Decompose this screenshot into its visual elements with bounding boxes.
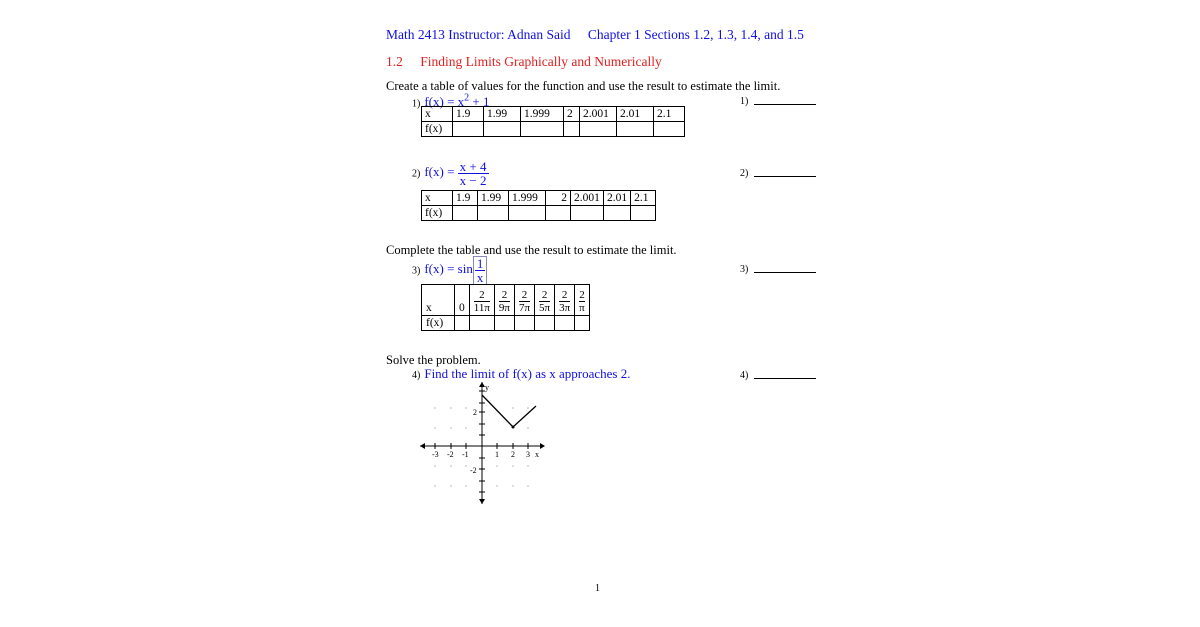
table-cell: f(x) xyxy=(422,206,453,221)
y-tick-label: -2 xyxy=(470,466,477,475)
x-tick-label: -2 xyxy=(447,450,454,459)
table-row xyxy=(422,285,590,316)
table-cell[interactable] xyxy=(494,316,514,331)
header xyxy=(386,27,804,43)
table-cell[interactable] xyxy=(604,206,631,221)
question-2-number: 2) xyxy=(412,168,421,180)
table-row xyxy=(422,107,685,122)
table-cell: 2 xyxy=(546,191,571,206)
limit-graph xyxy=(415,378,555,508)
table-cell: $\frac{2}{\pi}$ xyxy=(575,285,590,316)
section-number: 1.2 xyxy=(386,54,403,69)
table-cell[interactable] xyxy=(555,316,575,331)
table-cell[interactable] xyxy=(453,206,478,221)
table-cell: f(x) xyxy=(422,122,453,137)
value-table-2 xyxy=(421,190,656,221)
x-tick-label: 1 xyxy=(495,450,499,459)
table-cell: $\frac{2}{7\pi}$ xyxy=(514,285,534,316)
course-info: Math 2413 Instructor: Adnan Said xyxy=(386,27,571,42)
table-cell[interactable] xyxy=(575,316,590,331)
answer-blank[interactable] xyxy=(754,272,816,273)
question-4-number: 4) xyxy=(412,370,421,381)
vertex-point xyxy=(512,426,515,429)
table-cell: 1.999 xyxy=(509,191,546,206)
table-cell[interactable] xyxy=(478,206,509,221)
question-1-function: $f(x) = x^2 + 1$ xyxy=(424,93,490,110)
table-cell[interactable] xyxy=(571,206,604,221)
table-cell: 2.001 xyxy=(580,107,617,122)
instruction-solve: Solve the problem. xyxy=(386,353,481,367)
y-axis-arrow-bottom xyxy=(479,499,485,504)
table-cell[interactable] xyxy=(654,122,685,137)
table-cell[interactable] xyxy=(580,122,617,137)
function-curve xyxy=(482,395,536,427)
x-tick-label: -1 xyxy=(462,450,469,459)
table-cell[interactable] xyxy=(546,206,571,221)
table-cell: 1.9 xyxy=(453,191,478,206)
section-title: Finding Limits Graphically and Numerically xyxy=(420,54,662,69)
table-cell: x xyxy=(422,285,455,316)
table-cell[interactable] xyxy=(509,206,546,221)
table-cell: x xyxy=(422,191,453,206)
table-cell[interactable] xyxy=(521,122,564,137)
chapter-info: Chapter 1 Sections 1.2, 1.3, 1.4, and 1.5 xyxy=(587,27,804,42)
table-cell[interactable] xyxy=(484,122,521,137)
table-cell: x xyxy=(422,107,453,122)
table-cell: $\frac{2}{3\pi}$ xyxy=(555,285,575,316)
table-cell[interactable] xyxy=(453,122,484,137)
table-cell[interactable] xyxy=(514,316,534,331)
table-row xyxy=(422,122,685,137)
x-tick-label: 2 xyxy=(511,450,515,459)
answer-blank[interactable] xyxy=(754,176,816,177)
x-axis-label: x xyxy=(535,450,539,459)
answer-2[interactable]: 2) xyxy=(740,168,816,179)
table-row xyxy=(422,206,656,221)
question-2 xyxy=(412,160,489,187)
table-cell: $\frac{2}{9\pi}$ xyxy=(494,285,514,316)
answer-1[interactable]: 1) xyxy=(740,96,816,107)
table-cell[interactable] xyxy=(455,316,470,331)
answer-3[interactable]: 3) xyxy=(740,264,816,275)
x-axis-arrow xyxy=(540,443,545,449)
page-number: 1 xyxy=(595,583,600,594)
x-axis-arrow-left xyxy=(420,443,425,449)
instruction-table: Create a table of values for the function and use the result to estimate the limit. xyxy=(386,79,781,93)
question-1-number: 1) xyxy=(412,98,421,110)
question-4-text: Find the limit of f(x) as x approaches 2. xyxy=(424,366,631,381)
table-cell: 2.01 xyxy=(617,107,654,122)
table-row xyxy=(422,316,590,331)
table-cell: $\frac{2}{11\pi}$ xyxy=(469,285,494,316)
value-table-1 xyxy=(421,106,685,137)
table-cell[interactable] xyxy=(469,316,494,331)
x-tick-label: 3 xyxy=(526,450,530,459)
table-cell: 2.01 xyxy=(604,191,631,206)
answer-blank[interactable] xyxy=(754,378,816,379)
table-cell: 1.9 xyxy=(453,107,484,122)
table-cell: 1.999 xyxy=(521,107,564,122)
table-cell: 1.99 xyxy=(478,191,509,206)
table-cell[interactable] xyxy=(617,122,654,137)
table-cell: 1.99 xyxy=(484,107,521,122)
answer-blank[interactable] xyxy=(754,104,816,105)
section-heading xyxy=(386,54,662,70)
table-cell: 0 xyxy=(455,285,470,316)
table-cell: 2 xyxy=(564,107,580,122)
table-cell[interactable] xyxy=(564,122,580,137)
y-tick-label: 2 xyxy=(473,408,477,417)
table-cell: $\frac{2}{5\pi}$ xyxy=(535,285,555,316)
answer-4[interactable]: 4) xyxy=(740,370,816,381)
value-table-3 xyxy=(421,284,590,331)
question-3 xyxy=(412,256,487,285)
table-cell[interactable] xyxy=(535,316,555,331)
table-cell: f(x) xyxy=(422,316,455,331)
table-cell: 2.1 xyxy=(654,107,685,122)
instruction-complete: Complete the table and use the result to estimate the limit. xyxy=(386,243,677,257)
question-2-function: f(x) = $\frac{x + 4}{x - 2}$ xyxy=(424,159,487,188)
question-3-function: f(x) = sin $\frac{1}{x}$ xyxy=(424,261,487,276)
question-3-number: 3) xyxy=(412,265,421,277)
table-cell[interactable] xyxy=(631,206,656,221)
table-cell: 2.1 xyxy=(631,191,656,206)
y-axis-label: y xyxy=(485,383,489,392)
table-row xyxy=(422,191,656,206)
table-cell: 2.001 xyxy=(571,191,604,206)
x-tick-label: -3 xyxy=(432,450,439,459)
